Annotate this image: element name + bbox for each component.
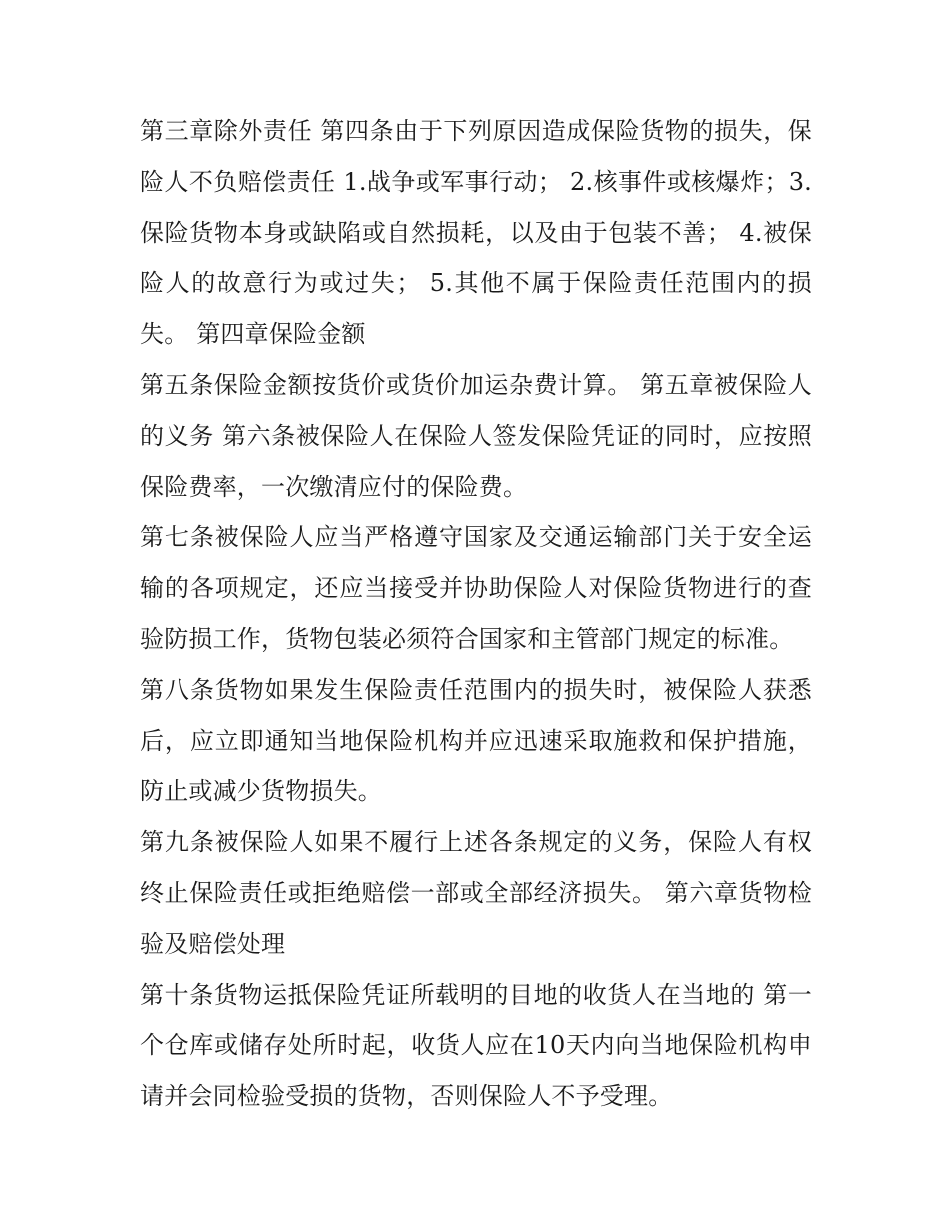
paragraph-article-9: 第九条被保险人如果不履行上述各条规定的义务，保险人有权终止保险责任或拒绝赔偿一部或全部经济损失。 第六章货物检验及赔偿处理 (140, 828, 812, 958)
paragraph-article-10: 第十条货物运抵保险凭证所载明的目地的收货人在当地的 第一个仓库或储存处所时起，收货人应在10天内向当地保险机构申请并会同检验受损的货物，否则保险人不予受理。 (140, 980, 812, 1111)
paragraph-chapter-3: 第三章除外责任 第四条由于下列原因造成保险货物的损失，保险人不负赔偿责任 1.战争或军事行动； 2.核事件或核爆炸；3.保险货物本身或缺陷或自然损耗，以及由于包装不善； 4.被保险人的故意行为或过失； 5.其他不属于保险责任范围内的损失。 第四章保险金额 (140, 117, 812, 349)
document-body (140, 106, 812, 1122)
paragraph-article-7: 第七条被保险人应当严格遵守国家及交通运输部门关于安全运输的各项规定，还应当接受并协助保险人对保险货物进行的查验防损工作，货物包装必须符合国家和主管部门规定的标准。 (140, 523, 812, 653)
paragraph-article-5: 第五条保险金额按货价或货价加运杂费计算。 第五章被保险人的义务 第六条被保险人在保险人签发保险凭证的同时，应按照保险费率，一次缴清应付的保险费。 (140, 370, 812, 501)
paragraph-article-8: 第八条货物如果发生保险责任范围内的损失时，被保险人获悉后，应立即通知当地保险机构并应迅速采取施救和保护措施，防止或减少货物损失。 (140, 675, 812, 806)
